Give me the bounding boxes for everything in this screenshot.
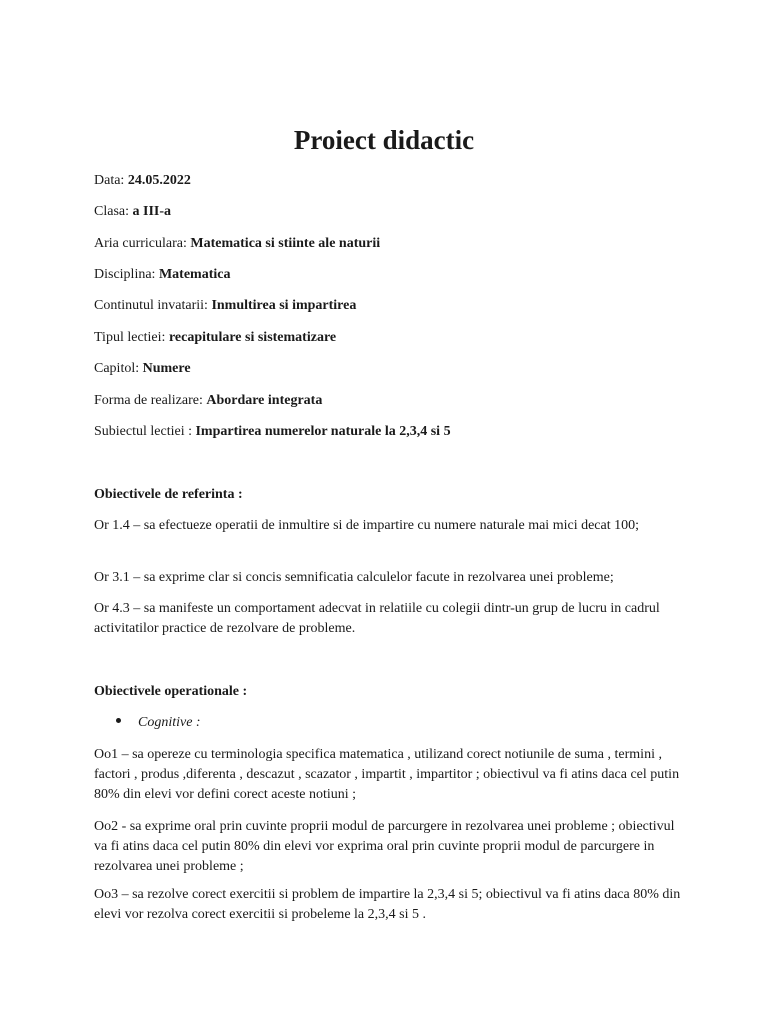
field-aria-curriculara <box>94 234 380 254</box>
field-label: Subiectul lectiei : <box>94 424 196 439</box>
field-label: Data: <box>94 173 128 188</box>
bullet-label: Cognitive : <box>138 715 201 730</box>
field-value: Abordare integrata <box>206 393 323 408</box>
field-tipul-lectiei <box>94 328 336 348</box>
field-label: Disciplina: <box>94 267 159 282</box>
objective-or-4-3: Or 4.3 – sa manifeste un comportament adecvat in relatiile cu colegii dintr-un grup de lucru in cadrul activitatilor practice de rezolvare de probleme. <box>94 601 660 636</box>
heading-obiective-operationale: Obiectivele operationale : <box>94 684 248 699</box>
field-forma-de-realizare <box>94 391 322 411</box>
objective-oo2: Oo2 - sa exprime oral prin cuvinte proprii modul de parcurgere in rezolvarea unei probleme ; obiectivul va fi atins daca cel putin 80% din elevi vor exprima oral prin cuvinte proprii modul de parcurgere in rezolvarea unei probleme ; <box>94 819 675 874</box>
field-label: Tipul lectiei: <box>94 330 169 345</box>
objective-or-1-4: Or 1.4 – sa efectueze operatii de inmultire si de impartire cu numere naturale mai mici decat 100; <box>94 518 640 533</box>
field-value: Matematica si stiinte ale naturii <box>190 236 381 251</box>
heading-obiective-referinta: Obiectivele de referinta : <box>94 487 243 502</box>
field-disciplina <box>94 265 230 285</box>
field-value: Matematica <box>158 267 231 282</box>
field-value: 24.05.2022 <box>127 173 191 188</box>
field-label: Capitol: <box>94 361 143 376</box>
bullet-dot-icon <box>116 718 121 723</box>
objective-or-3-1: Or 3.1 – sa exprime clar si concis semnificatia calculelor facute in rezolvarea unei probleme; <box>94 570 614 585</box>
field-value: Numere <box>142 361 191 376</box>
field-value: Inmultirea si impartirea <box>211 298 357 313</box>
bullet-cognitive <box>116 713 201 733</box>
field-label: Continutul invatarii: <box>94 298 212 313</box>
field-clasa <box>94 202 171 222</box>
objective-oo3: Oo3 – sa rezolve corect exercitii si problem de impartire la 2,3,4 si 5; obiectivul va fi atins daca 80% din elevi vor rezolva corect exercitii si probeleme la 2,3,4 si 5 . <box>94 887 681 922</box>
document-title: Proiect didactic <box>293 125 475 155</box>
field-data <box>94 171 191 191</box>
field-value: a III-a <box>132 204 172 219</box>
objective-oo1: Oo1 – sa opereze cu terminologia specifica matematica , utilizand corect notiunile de suma , termini , factori , produs ,diferenta , descazut , scazator , impartit , impartitor ; obiectivul va fi atins daca cel putin 80% din elevi vor defini corect aceste notiuni ; <box>94 747 680 802</box>
field-value: Impartirea numerelor naturale la 2,3,4 si 5 <box>195 424 451 439</box>
field-continutul <box>94 296 356 316</box>
field-label: Aria curriculara: <box>94 236 191 251</box>
field-label: Clasa: <box>94 204 133 219</box>
field-label: Forma de realizare: <box>94 393 207 408</box>
field-capitol <box>94 359 191 379</box>
field-subiectul-lectiei <box>94 422 451 442</box>
field-value: recapitulare si sistematizare <box>168 330 337 345</box>
